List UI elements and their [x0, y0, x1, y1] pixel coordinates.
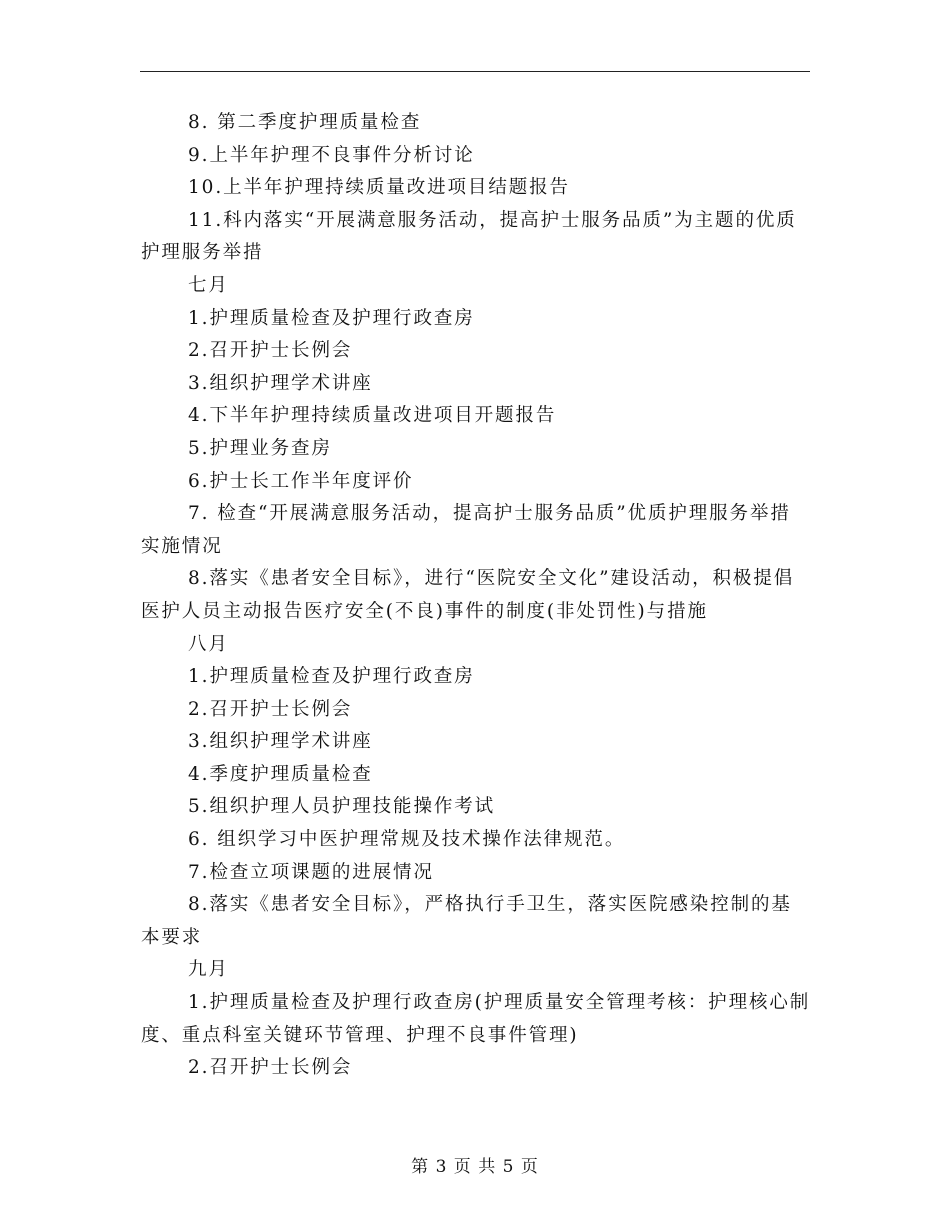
- paragraph: 5.组织护理人员护理技能操作考试: [188, 796, 496, 818]
- paragraph: 4.下半年护理持续质量改进项目开题报告: [188, 405, 557, 427]
- paragraph: 1.护理质量检查及护理行政查房: [188, 666, 475, 688]
- month-heading: 九月: [188, 959, 229, 981]
- paragraph: 8.落实《患者安全目标》，严格执行手卫生，落实医院感染控制的基本要求: [141, 894, 792, 948]
- paragraph: 4.季度护理质量检查: [188, 763, 373, 785]
- paragraph: 7.检查立项课题的进展情况: [188, 861, 434, 883]
- document-body: [141, 107, 811, 1085]
- paragraph: 2.召开护士长例会: [188, 340, 353, 362]
- page-footer: 第 3 页 共 5 页: [411, 1157, 539, 1177]
- paragraph: 9.上半年护理不良事件分析讨论: [188, 144, 475, 166]
- paragraph: 8.落实《患者安全目标》，进行“医院安全文化”建设活动，积极提倡医护人员主动报告医疗安全(不良)事件的制度(非处罚性)与措施: [141, 568, 795, 622]
- header-rule: [140, 71, 810, 72]
- month-heading: 七月: [188, 274, 229, 296]
- paragraph: 8. 第二季度护理质量检查: [188, 112, 422, 133]
- paragraph: 3.组织护理学术讲座: [188, 372, 373, 394]
- paragraph: 6. 组织学习中医护理常规及技术操作法律规范。: [188, 829, 626, 851]
- paragraph: 6.护士长工作半年度评价: [188, 470, 414, 492]
- paragraph: 10.上半年护理持续质量改进项目结题报告: [188, 177, 570, 199]
- paragraph: 1.护理质量检查及护理行政查房: [188, 307, 475, 329]
- paragraph: 2.召开护士长例会: [188, 1057, 353, 1079]
- paragraph: 5.护理业务查房: [188, 437, 332, 459]
- paragraph: 7. 检查“开展满意服务活动，提高护士服务品质”优质护理服务举措实施情况: [141, 503, 791, 557]
- paragraph: 11.科内落实“开展满意服务活动，提高护士服务品质”为主题的优质护理服务举措: [141, 209, 797, 264]
- paragraph: 1.护理质量检查及护理行政查房(护理质量安全管理考核：护理核心制度、重点科室关键环节管理、护理不良事件管理): [141, 992, 811, 1046]
- month-heading: 八月: [188, 633, 229, 655]
- paragraph: 3.组织护理学术讲座: [188, 731, 373, 753]
- paragraph: 2.召开护士长例会: [188, 698, 353, 720]
